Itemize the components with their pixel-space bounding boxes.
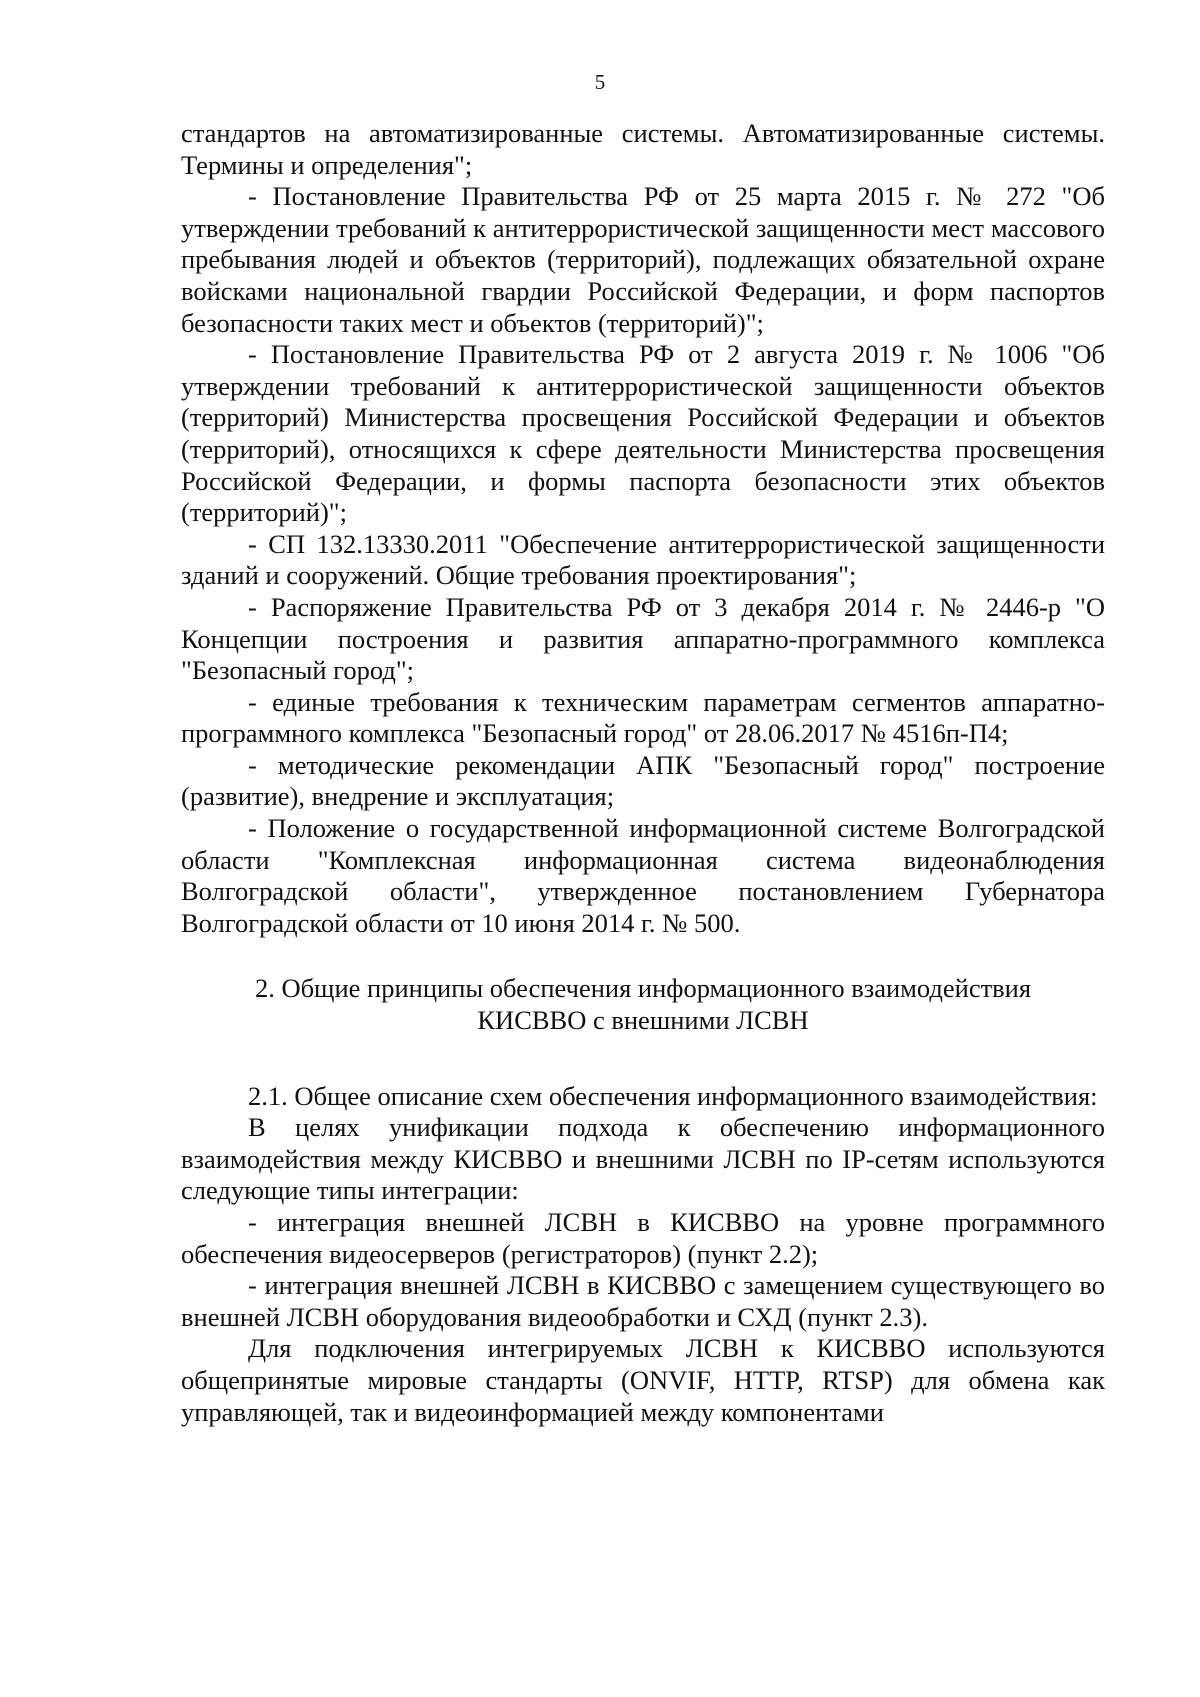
section-heading bbox=[181, 973, 1105, 1036]
list-item-methodical-recommendations: - методические рекомендации АПК "Безопасный город" построение (развитие), внедрение и эксплуатация; bbox=[181, 749, 1105, 812]
paragraph-integration-types: В целях унификации подхода к обеспечению информационного взаимодействия между КИСВВО и внешними ЛСВН по IP-сетям используются следующие типы интеграции: bbox=[181, 1112, 1105, 1206]
list-item-unified-requirements: - единые требования к техническим параметрам сегментов аппаратно-программного комплекса "Безопасный город" от 28.06.2017 № 4516п-П4; bbox=[181, 686, 1105, 749]
paragraph-standards-continuation: стандартов на автоматизированные системы. Автоматизированные системы. Термины и определения"; bbox=[181, 118, 1105, 180]
section-heading-line-2: КИСВВО с внешними ЛСВН bbox=[477, 1005, 809, 1036]
list-item-order-2446: - Распоряжение Правительства РФ от 3 декабря 2014 г. № 2446-р "О Концепции построения и развития аппаратно-программного комплекса "Безопасный город"; bbox=[181, 591, 1105, 686]
paragraph-2-1: 2.1. Общее описание схем обеспечения информационного взаимодействия: bbox=[248, 1080, 1098, 1111]
paragraph-standards-connection: Для подключения интегрируемых ЛСВН к КИСВВО используются общепринятые мировые стандарты (ONVIF, HTTP, RTSP) для обмена как управляющей, так и видеоинформацией между компонентами bbox=[181, 1333, 1105, 1427]
list-item-integration-software: - интеграция внешней ЛСВН в КИСВВО на уровне программного обеспечения видеосерверов (регистраторов) (пункт 2.2); bbox=[181, 1207, 1105, 1269]
page-number: 5 bbox=[594, 70, 606, 94]
document-body bbox=[181, 118, 1105, 1428]
list-item-integration-replacement: - интеграция внешней ЛСВН в КИСВВО с замещением существующего во внешней ЛСВН оборудования видеообработки и СХД (пункт 2.3). bbox=[181, 1270, 1105, 1332]
list-item-decree-1006: - Постановление Правительства РФ от 2 августа 2019 г. № 1006 "Об утверждении требований к антитеррористической защищенности объектов (территорий) Министерства просвещения Российской Федерации и объектов (территорий), относящихся к сфере деятельности Министерства просвещения Российской Федерации, и формы паспорта безопасности этих объектов (территорий)"; bbox=[181, 339, 1105, 528]
list-item-regulation-kisvvo: - Положение о государственной информационной системе Волгоградской области "Комплексная информационная система видеонаблюдения Волгоградской области", утвержденное постановлением Губернатора Волгоградской области от 10 июня 2014 г. № 500. bbox=[181, 813, 1105, 938]
list-item-decree-272: - Постановление Правительства РФ от 25 марта 2015 г. № 272 "Об утверждении требований к антитеррористической защищенности мест массового пребывания людей и объектов (территорий), подлежащих обязательной охране войсками национальной гвардии Российской Федерации, и форм паспортов безопасности таких мест и объектов (территорий)"; bbox=[181, 181, 1105, 338]
section-heading-line-1: 2. Общие принципы обеспечения информационного взаимодействия bbox=[254, 973, 1032, 1004]
list-item-sp-132: - СП 132.13330.2011 "Обеспечение антитеррористической защищенности зданий и сооружений. Общие требования проектирования"; bbox=[181, 528, 1105, 591]
